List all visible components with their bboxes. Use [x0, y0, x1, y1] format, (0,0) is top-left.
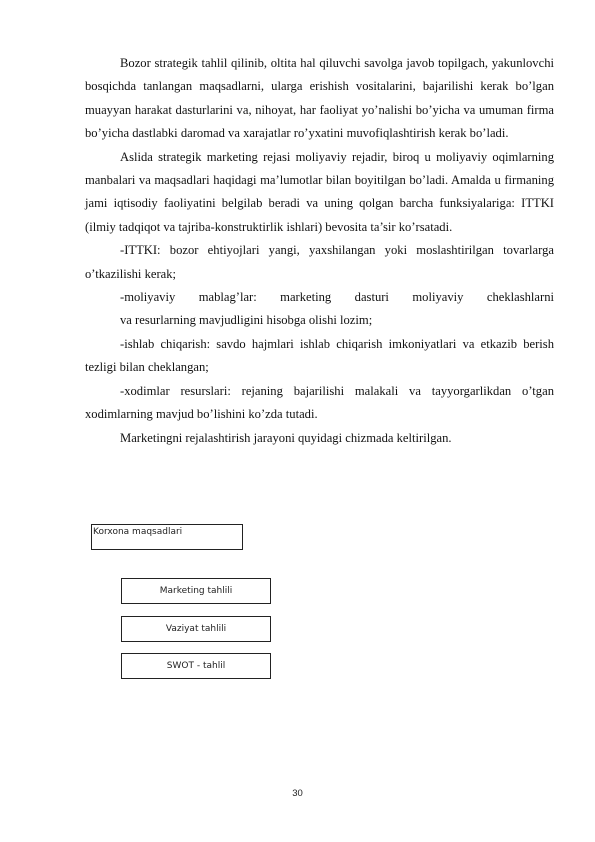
list-item-moliyaviy-line2: va resurlarning mavjudligini hisobga olishi lozim; — [120, 313, 373, 328]
list-item-ishlab: -ishlab chiqarish: savdo hajmlari ishlab chiqarish imkoniyatlari va etkazib berish tezligi bilan cheklangan; — [85, 336, 554, 375]
document-body — [85, 52, 554, 450]
diagram-goal-box: Korxona maqsadlari — [91, 524, 243, 550]
diagram-step-marketing-analysis: Marketing tahlili — [121, 578, 271, 604]
list-item-moliyaviy — [85, 286, 554, 333]
paragraph-intro: Bozor strategik tahlil qilinib, oltita hal qiluvchi savolga javob topilgach, yakunlovchi bosqichda tanlangan maqsadlarni, ularga erishish vositalarini, bajarilishi kerak bo’lgan muayyan harakat dasturlarini va, nihoyat, har faoliyat yo’nalishi bo’yicha va umuman firma bo’yicha dastlabki daromad va xarajatlar ro’yxatini muvofiqlashtirish kerak bo’ladi. — [85, 56, 554, 141]
closing-sentence: Marketingni rejalashtirish jarayoni quyidagi chizmada keltirilgan. — [120, 430, 452, 445]
list-item-ittki: -ITTKI: bozor ehtiyojlari yangi, yaxshilangan yoki moslashtirilgan tovarlarga o’tkazilishi kerak; — [85, 243, 554, 281]
list-item-moliyaviy-line1: -moliyaviy mablag’lar: marketing dasturi moliyaviy cheklashlarni — [120, 290, 554, 305]
page-number: 30 — [292, 788, 303, 799]
paragraph-strategic-plan: Aslida strategik marketing rejasi moliyaviy rejadir, biroq u moliyaviy oqimlarning manbalari va maqsadlari haqidagi ma’lumotlar bilan boyitilgan bo’ladi. Amalda u firmaning jami iqtisodiy faoliyatini belgilab beradi va uning qolgan barcha funksiyalariga: ITTKI (ilmiy tadqiqot va tajriba-konstruktirlik ishlari) bevosita ta’sir ko’rsatadi. — [85, 149, 554, 234]
list-item-xodimlar: -xodimlar resurslari: rejaning bajarilishi malakali va tayyorgarlikdan o’tgan xodimlarning mavjud bo’lishini ko’zda tutadi. — [85, 383, 554, 422]
diagram-step-swot-analysis: SWOT - tahlil — [121, 653, 271, 679]
diagram-step-situation-analysis: Vaziyat tahlili — [121, 616, 271, 642]
